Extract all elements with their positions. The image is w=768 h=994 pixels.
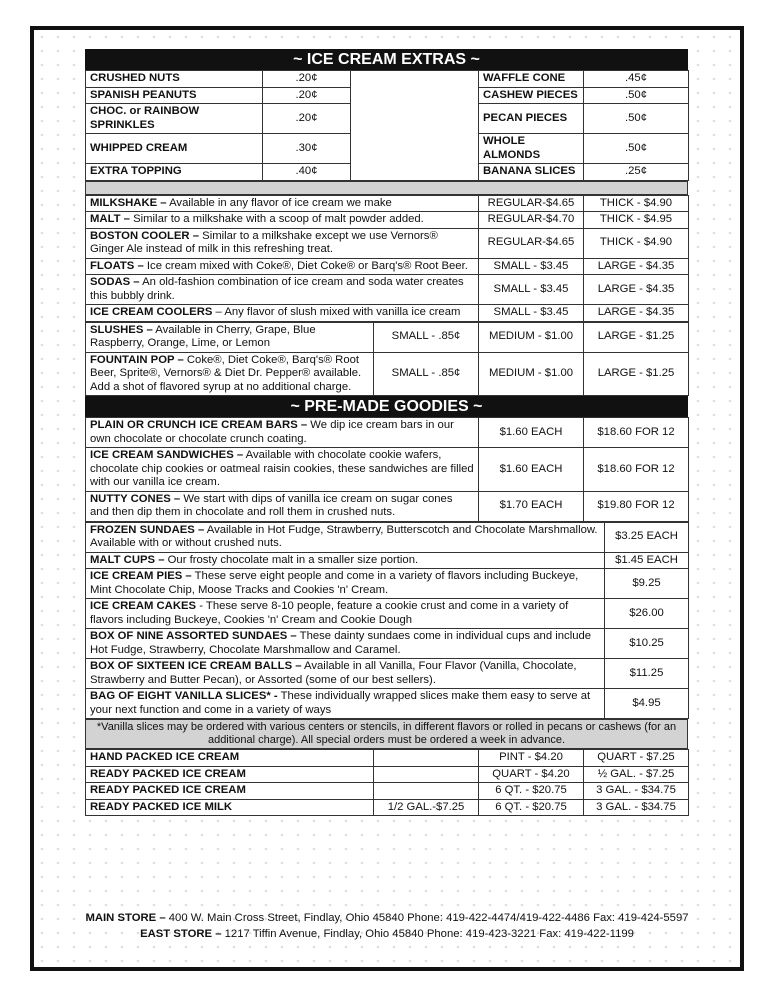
goodie-price-cell	[605, 689, 689, 719]
goodie-price: $1.45 EACH	[615, 553, 678, 566]
drink-row	[86, 228, 689, 258]
extra-price: .20¢	[295, 111, 318, 124]
packed-price-2: ½ GAL. - $7.25	[597, 767, 675, 780]
slushes-table	[85, 322, 689, 397]
packed-row	[86, 766, 689, 783]
extras-row	[86, 71, 689, 88]
packed-price-2: 3 GAL. - $34.75	[596, 800, 676, 813]
packed-price-cell	[479, 766, 584, 783]
item-description: We start with dips of vanilla ice cream on sugar cones and then dip them in chocolate and roll them in crushed nuts.	[90, 492, 453, 518]
goodie-price-dozen: $18.60 FOR 12	[597, 462, 675, 475]
extras-table	[85, 70, 689, 181]
slush-price-cell	[374, 322, 479, 352]
goodie-price: $4.95	[632, 696, 661, 709]
goodie-desc-cell	[86, 659, 605, 689]
drink-row	[86, 305, 689, 322]
item-description: Coke®, Diet Coke®, Barq's® Root Beer, Sprite®, Vernors® & Diet Dr. Pepper® available. Add a shot of flavored syrup at no additional charge.	[90, 353, 362, 393]
extra-name: WHIPPED CREAM	[90, 141, 188, 154]
main-store-line	[34, 910, 740, 926]
goodie-row	[86, 569, 689, 599]
item-description: - These serve 8-10 people, feature a cookie crust and come in a variety of flavors including Buckeye, Cookies 'n' Cream and Cookie Dough	[90, 600, 569, 626]
extra-price: .40¢	[295, 165, 318, 177]
packed-price-cell	[374, 799, 479, 816]
drink-price-cell	[479, 258, 584, 275]
goodie-price-cell	[479, 448, 584, 492]
drink-price-cell	[584, 305, 689, 322]
extra-price-cell	[263, 134, 351, 164]
extra-price-cell	[263, 87, 351, 104]
packed-name-cell	[86, 766, 374, 783]
drink-price-1: SMALL - $3.45	[493, 259, 569, 272]
extra-name-cell	[479, 104, 584, 134]
extra-price-cell	[584, 134, 689, 164]
drink-price-cell	[479, 305, 584, 322]
slush-price-medium: MEDIUM - $1.00	[488, 330, 574, 343]
drink-price-cell	[479, 195, 584, 212]
item-description: Our frosty chocolate malt in a smaller size portion.	[164, 553, 419, 566]
drink-row	[86, 258, 689, 275]
drink-price-2: THICK - $4.90	[599, 196, 673, 209]
drink-price-1: REGULAR-$4.65	[487, 196, 575, 209]
goodie-price: $11.25	[629, 666, 664, 679]
goodie-desc-cell	[86, 552, 605, 569]
extra-name: PECAN PIECES	[483, 111, 568, 124]
item-name: FLOATS –	[90, 259, 144, 272]
extra-price-cell	[584, 164, 689, 181]
packed-price-1: 6 QT. - $20.75	[495, 784, 567, 796]
slush-row	[86, 352, 689, 396]
goodie-desc-cell	[86, 629, 605, 659]
drink-price-cell	[479, 275, 584, 305]
special-order-note: *Vanilla slices may be ordered with various centers or stencils, in different flavors or rolled in pecans or cashews (for an additional charge). All special orders must be ordered a week in advance.	[85, 719, 688, 749]
goodie-price-dozen: $19.80 FOR 12	[597, 499, 675, 512]
slush-price-small: SMALL - .85¢	[391, 330, 461, 343]
drink-price-2: LARGE - $4.35	[597, 259, 675, 272]
goodie-price-cell	[605, 522, 689, 552]
extra-price-cell	[584, 87, 689, 104]
goodie-price-each: $1.60 EACH	[499, 462, 563, 475]
slush-price-cell	[584, 322, 689, 352]
drink-price-cell	[584, 275, 689, 305]
drink-price-cell	[479, 212, 584, 229]
slush-price-cell	[479, 352, 584, 396]
slush-price-large: LARGE - $1.25	[597, 330, 675, 343]
extra-name-cell	[479, 164, 584, 181]
item-name: ICE CREAM PIES –	[90, 570, 192, 582]
goodie-desc-cell	[86, 418, 479, 448]
extra-name: CHOC. or RAINBOW SPRINKLES	[90, 105, 200, 131]
item-name: PLAIN OR CRUNCH ICE CREAM BARS –	[90, 419, 308, 431]
extra-name: CASHEW PIECES	[483, 88, 578, 101]
packed-price-cell	[584, 766, 689, 783]
drinks-table	[85, 195, 689, 322]
packed-price-cell	[374, 766, 479, 783]
extra-price: .25¢	[625, 165, 647, 177]
packed-price-cell	[584, 799, 689, 816]
extra-price: .50¢	[625, 141, 647, 154]
slush-price-small: SMALL - .85¢	[391, 367, 461, 379]
packed-name-cell	[86, 799, 374, 816]
main-store-label: MAIN STORE –	[85, 912, 166, 924]
extra-price: .50¢	[625, 88, 647, 101]
slush-row	[86, 322, 689, 352]
item-description: Similar to a milkshake with a scoop of malt powder added.	[129, 213, 424, 225]
goodie-price-cell	[605, 552, 689, 569]
packed-price-1: QUART - $4.20	[492, 767, 570, 780]
extra-price-cell	[584, 71, 689, 88]
item-description: Available in Hot Fudge, Strawberry, Butterscotch and Chocolate Marshmallow. Available with or without crushed nuts.	[90, 523, 598, 549]
extras-header: ~ ICE CREAM EXTRAS ~	[85, 49, 688, 70]
item-name: ICE CREAM CAKES	[90, 600, 197, 612]
extra-name-cell	[86, 71, 263, 88]
extra-name: CRUSHED NUTS	[90, 72, 180, 84]
drink-price-cell	[584, 212, 689, 229]
drink-price-cell	[479, 228, 584, 258]
menu-sheet	[85, 49, 688, 816]
item-name: ICE CREAM SANDWICHES –	[90, 449, 244, 461]
drink-price-2: LARGE - $4.35	[597, 282, 675, 295]
item-name: FROZEN SUNDAES –	[90, 523, 205, 536]
extra-price-cell	[263, 164, 351, 181]
goodie-price-cell	[584, 448, 689, 492]
packed-price-0: 1/2 GAL.-$7.25	[387, 800, 465, 813]
goodie-price-cell	[584, 418, 689, 448]
goodies-two-price-table	[85, 417, 689, 522]
goodie-price-each: $1.60 EACH	[499, 425, 563, 438]
goodie-price: $3.25 EACH	[615, 530, 678, 543]
item-description: Available in any flavor of ice cream we make	[166, 196, 392, 209]
extra-price-cell	[263, 104, 351, 134]
packed-name-cell	[86, 750, 374, 767]
extra-name-cell	[86, 134, 263, 164]
goodie-desc-cell	[86, 522, 605, 552]
packed-name: HAND PACKED ICE CREAM	[90, 751, 240, 763]
goodie-price-cell	[584, 491, 689, 521]
drink-row	[86, 195, 689, 212]
packed-row	[86, 799, 689, 816]
goodie-row	[86, 599, 689, 629]
drink-price-2: THICK - $4.95	[599, 213, 673, 225]
goodie-price-dozen: $18.60 FOR 12	[597, 425, 675, 438]
goodies-one-price-table	[85, 522, 689, 720]
goodie-price: $10.25	[629, 636, 664, 649]
drink-price-2: LARGE - $4.35	[597, 306, 675, 318]
slush-price-large: LARGE - $1.25	[597, 367, 675, 379]
goodie-price-cell	[605, 599, 689, 629]
drink-desc-cell	[86, 212, 479, 229]
drink-price-1: SMALL - $3.45	[493, 306, 569, 318]
item-description: An old-fashion combination of ice cream and soda water creates this bubbly drink.	[90, 276, 464, 302]
goodie-row	[86, 689, 689, 719]
goodie-price-cell	[605, 659, 689, 689]
packed-price-2: 3 GAL. - $34.75	[596, 784, 676, 796]
goodie-row	[86, 522, 689, 552]
packed-price-1: 6 QT. - $20.75	[495, 800, 567, 813]
goodie-row	[86, 418, 689, 448]
goodie-row	[86, 491, 689, 521]
packed-name: READY PACKED ICE CREAM	[90, 784, 246, 796]
packed-name: READY PACKED ICE MILK	[90, 800, 233, 813]
goodie-price-cell	[605, 569, 689, 599]
drink-desc-cell	[86, 195, 479, 212]
section-spacer	[85, 181, 688, 195]
item-name: SLUSHES –	[90, 323, 153, 336]
item-description: Available in Cherry, Grape, Blue Raspberry, Orange, Lime, or Lemon	[90, 323, 316, 349]
goodie-price: $9.25	[632, 576, 661, 589]
main-store-address: 400 W. Main Cross Street, Findlay, Ohio 45840 Phone: 419-422-4474/419-422-4486 Fax: 419-424-5597	[165, 912, 689, 924]
goodie-price-cell	[605, 629, 689, 659]
extra-name-cell	[479, 134, 584, 164]
item-name: MILKSHAKE –	[90, 196, 167, 209]
item-name: MALT –	[90, 213, 130, 225]
item-description: Available in all Vanilla, Four Flavor (Vanilla, Chocolate, Strawberry and Butter Pecan), or Assorted (some of our best sellers).	[90, 660, 577, 686]
extra-name: WHOLE ALMONDS	[483, 135, 541, 161]
menu-frame	[30, 26, 744, 971]
extra-name-cell	[86, 164, 263, 181]
goodie-row	[86, 552, 689, 569]
drink-price-1: SMALL - $3.45	[493, 282, 569, 295]
goodie-desc-cell	[86, 448, 479, 492]
slush-price-medium: MEDIUM - $1.00	[488, 367, 574, 379]
drink-desc-cell	[86, 258, 479, 275]
goodies-header: ~ PRE-MADE GOODIES ~	[85, 396, 688, 417]
item-name: BOX OF NINE ASSORTED SUNDAES –	[90, 630, 297, 642]
extra-price: .30¢	[295, 141, 318, 154]
item-name: NUTTY CONES –	[90, 492, 181, 505]
item-description: We dip ice cream bars in our own chocolate or chocolate crunch coating.	[90, 419, 454, 445]
extra-name: SPANISH PEANUTS	[90, 88, 197, 101]
packed-price-cell	[374, 750, 479, 767]
packed-price-cell	[584, 783, 689, 800]
slush-desc-cell	[86, 352, 374, 396]
drink-desc-cell	[86, 275, 479, 305]
extra-price: .45¢	[625, 72, 647, 84]
item-description: These serve eight people and come in a variety of flavors including Buckeye, Mint Chocolate Chip, Moose Tracks and Cookies 'n' Cream.	[90, 570, 579, 596]
item-name: MALT CUPS –	[90, 553, 165, 566]
drink-price-1: REGULAR-$4.70	[487, 213, 575, 225]
goodie-row	[86, 448, 689, 492]
goodie-row	[86, 629, 689, 659]
east-store-address: 1217 Tiffin Avenue, Findlay, Ohio 45840 Phone: 419-423-3221 Fax: 419-422-1199	[221, 928, 634, 940]
item-description: – Any flavor of slush mixed with vanilla ice cream	[212, 306, 461, 318]
packed-price-cell	[374, 783, 479, 800]
slush-desc-cell	[86, 322, 374, 352]
slush-price-cell	[374, 352, 479, 396]
item-description: Available with chocolate cookie wafers, chocolate chip cookies or oatmeal raisin cookies, these sandwiches are filled with our vanilla ice cream.	[90, 449, 474, 488]
drink-price-cell	[584, 195, 689, 212]
goodie-price: $26.00	[629, 606, 664, 619]
packed-table	[85, 749, 689, 816]
extra-price: .20¢	[295, 72, 318, 84]
packed-row	[86, 783, 689, 800]
packed-price-2: QUART - $7.25	[597, 751, 675, 763]
goodie-price-cell	[479, 418, 584, 448]
item-description: These dainty sundaes come in individual cups and include Hot Fudge, Strawberry, Chocolate Marshmallow and Caramel.	[90, 630, 592, 656]
east-store-label: EAST STORE –	[140, 928, 222, 940]
goodie-desc-cell	[86, 491, 479, 521]
extra-name-cell	[479, 87, 584, 104]
item-description: Ice cream mixed with Coke®, Diet Coke® or Barq's® Root Beer.	[143, 259, 468, 272]
item-name: BOSTON COOLER –	[90, 229, 200, 242]
extra-name-cell	[479, 71, 584, 88]
slush-price-cell	[584, 352, 689, 396]
goodie-desc-cell	[86, 569, 605, 599]
packed-price-1: PINT - $4.20	[499, 751, 563, 763]
packed-price-cell	[479, 783, 584, 800]
extra-price-cell	[263, 71, 351, 88]
goodie-price-each: $1.70 EACH	[499, 499, 563, 512]
extra-name: WAFFLE CONE	[483, 72, 566, 84]
packed-name: READY PACKED ICE CREAM	[90, 767, 246, 780]
packed-name-cell	[86, 783, 374, 800]
packed-price-cell	[479, 750, 584, 767]
extra-name: BANANA SLICES	[483, 165, 576, 177]
goodie-row	[86, 659, 689, 689]
extras-blank	[351, 71, 479, 181]
packed-price-cell	[479, 799, 584, 816]
drink-desc-cell	[86, 228, 479, 258]
item-name: SODAS –	[90, 276, 140, 288]
extra-price: .20¢	[295, 88, 318, 101]
east-store-line	[34, 926, 740, 942]
drink-row	[86, 212, 689, 229]
extra-name-cell	[86, 87, 263, 104]
extra-price: .50¢	[625, 111, 647, 124]
packed-price-cell	[584, 750, 689, 767]
slush-price-cell	[479, 322, 584, 352]
goodie-price-cell	[479, 491, 584, 521]
drink-price-2: THICK - $4.90	[599, 236, 673, 249]
item-name: BAG OF EIGHT VANILLA SLICES* -	[90, 690, 278, 702]
extra-name: EXTRA TOPPING	[90, 165, 182, 177]
goodie-desc-cell	[86, 599, 605, 629]
drink-price-cell	[584, 258, 689, 275]
item-description: Similar to a milkshake except we use Vernors® Ginger Ale instead of milk in this refreshing treat.	[90, 229, 438, 255]
extra-price-cell	[584, 104, 689, 134]
drink-price-1: REGULAR-$4.65	[487, 236, 575, 249]
drink-row	[86, 275, 689, 305]
drink-desc-cell	[86, 305, 479, 322]
item-name: ICE CREAM COOLERS	[90, 306, 213, 318]
packed-row	[86, 750, 689, 767]
drink-price-cell	[584, 228, 689, 258]
item-name: BOX OF SIXTEEN ICE CREAM BALLS –	[90, 660, 302, 672]
item-description: These individually wrapped slices make them easy to serve at your next function and come in a variety of ways	[90, 690, 591, 716]
goodie-desc-cell	[86, 689, 605, 719]
item-name: FOUNTAIN POP –	[90, 353, 184, 366]
extra-name-cell	[86, 104, 263, 134]
